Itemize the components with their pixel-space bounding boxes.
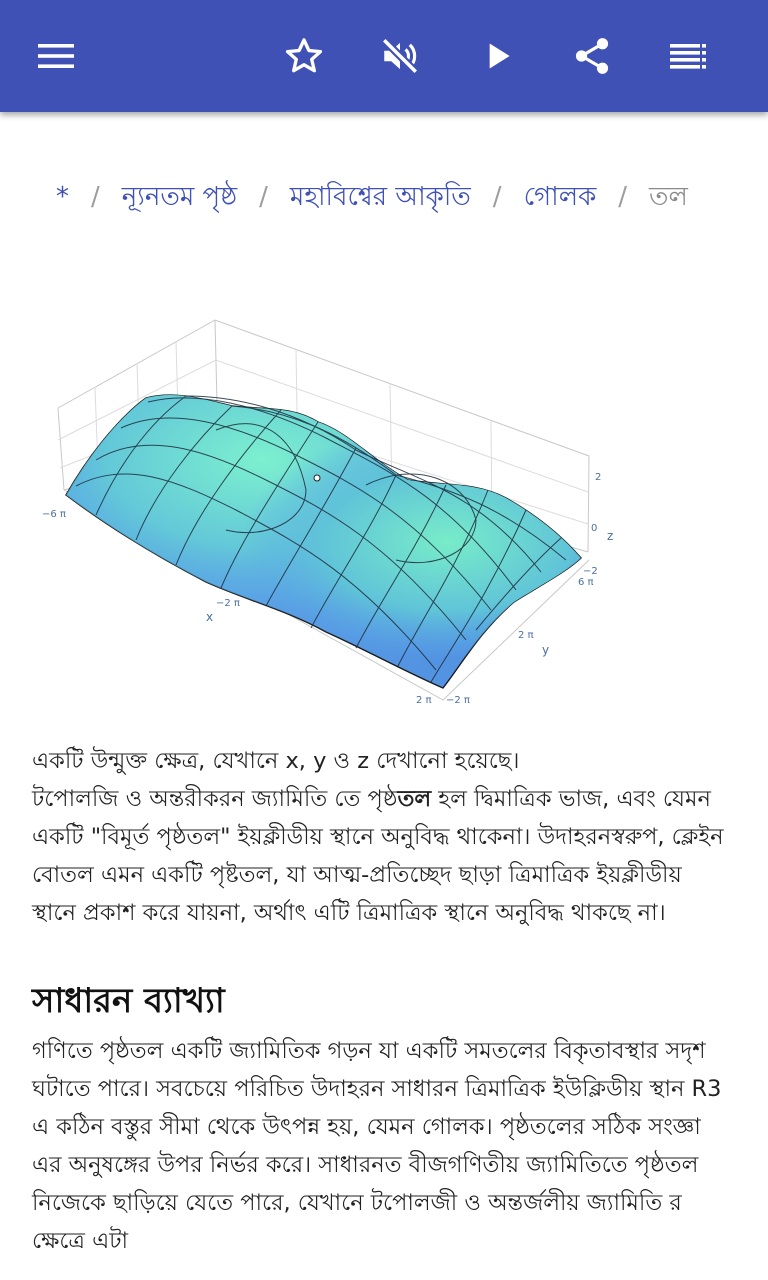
app-bar: [0, 0, 768, 112]
article-body: [32, 742, 732, 1260]
intro-paragraph: [32, 780, 732, 932]
breadcrumb-separator: /: [91, 182, 100, 212]
star-outline-icon: [283, 35, 325, 77]
breadcrumb-item-sphere[interactable]: গোলক: [523, 182, 597, 212]
z-tick-label: 2: [595, 472, 602, 483]
favorite-button[interactable]: [276, 28, 332, 84]
y-axis-label: y: [542, 643, 550, 657]
breadcrumb-item-home[interactable]: *: [56, 182, 69, 212]
breadcrumb-item-minimal-surface[interactable]: ন্যূনতম পৃষ্ঠ: [121, 182, 238, 212]
mute-button[interactable]: [372, 28, 428, 84]
play-button[interactable]: [470, 28, 526, 84]
y-tick-label: 2 π: [518, 630, 534, 641]
intro-bold-term: তল: [397, 786, 432, 812]
breadcrumb-item-shape-of-universe[interactable]: মহাবিশ্বের আকৃতি: [289, 182, 471, 212]
section-heading: সাধারন ব্যাখ্যা: [32, 981, 225, 1021]
playlist-button[interactable]: [660, 28, 716, 84]
x-tick-label: −6 π: [42, 509, 66, 520]
intro-text: হল দ্বিমাত্রিক ভাজ, এবং যেমন একটি "বিমূর্ত পৃষ্ঠতল" ইয়ক্লীডীয় স্থানে অনুবিদ্ধ থাকেনা। উদাহরনস্বরুপ, ক্লেইন বোতল এমন একটি পৃষ্টতল, যা আত্ম-প্রতিচ্ছেদ ছাড়া ত্রিমাত্রিক ইয়ক্লীডীয় স্থানে প্রকাশ করে যায়না, অর্থাৎ এটি ত্রিমাত্রিক স্থানে অনুবিদ্ধ থাকছে না।: [32, 786, 724, 926]
breadcrumb-current: তল: [649, 182, 688, 212]
x-tick-label: 2 π: [416, 695, 432, 706]
share-button[interactable]: [564, 28, 620, 84]
section-paragraph: গণিতে পৃষ্ঠতল একটি জ্যামিতিক গড়ন যা একটি সমতলের বিকৃতাবস্থার সদৃশ ঘটাতে পারে। সবচেয়ে পরিচিত উদাহরন সাধারন ত্রিমাত্রিক ইউক্লিডীয় স্থান R3 এ কঠিন বস্তুর সীমা থেকে উৎপন্ন হয়, যেমন গোলক। পৃষ্ঠতলের সঠিক সংজ্ঞা এর অনুষঙ্গের উপর নির্ভর করে। সাধারনত বীজগণিতীয় জ্যামিতিতে পৃষ্ঠতল নিজেকে ছাড়িয়ে যেতে পারে, যেখানে টপোলজী ও অন্তর্জলীয় জ্যামিতি র ক্ষেত্রে এটা: [32, 1038, 722, 1254]
breadcrumb-separator: /: [492, 182, 502, 212]
z-axis-label: z: [607, 529, 614, 543]
figure-caption: একটি উন্মুক্ত ক্ষেত্র, যেখানে x, y ও z দেখানো হয়েছে।: [32, 748, 520, 774]
y-tick-label: 6 π: [578, 577, 594, 588]
x-tick-label: −2 π: [216, 598, 240, 609]
playlist-icon: [668, 36, 708, 76]
intro-text: টপোলজি ও অন্তরীকরন জ্যামিতি তে পৃষ্ঠ: [32, 786, 398, 812]
y-tick-label: −2 π: [446, 695, 470, 706]
menu-button[interactable]: [28, 28, 84, 84]
x-axis-label: x: [206, 610, 214, 624]
z-tick-label: −2: [583, 566, 598, 577]
share-icon: [571, 35, 613, 77]
menu-icon: [36, 36, 76, 76]
breadcrumb-separator: /: [259, 182, 268, 212]
breadcrumb-separator: /: [618, 182, 628, 212]
breadcrumb: [56, 176, 736, 218]
play-icon: [478, 36, 518, 76]
surface-figure: [36, 310, 636, 710]
surface-plot-image: [36, 310, 636, 710]
z-tick-label: 0: [591, 523, 598, 534]
volume-off-icon: [379, 35, 421, 77]
